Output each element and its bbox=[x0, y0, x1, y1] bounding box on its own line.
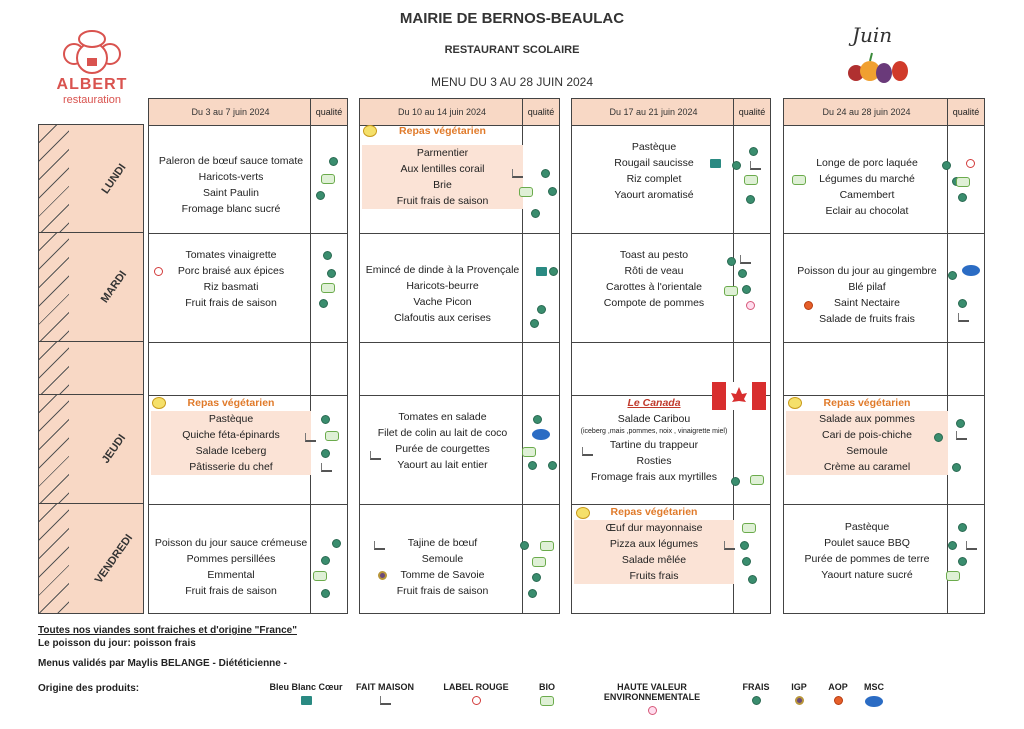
frais-icon bbox=[321, 449, 330, 458]
sun-icon bbox=[788, 397, 802, 409]
canada-flag-icon bbox=[712, 382, 766, 410]
day-label-jeudi: JEUDI bbox=[38, 394, 144, 504]
frais-icon bbox=[748, 575, 757, 584]
frais-icon bbox=[738, 269, 747, 278]
legend-bio: BIO bbox=[532, 682, 562, 706]
frais-icon bbox=[319, 299, 328, 308]
frais-icon bbox=[530, 319, 539, 328]
sun-icon bbox=[152, 397, 166, 409]
bio-icon bbox=[792, 175, 806, 185]
msc-icon bbox=[865, 696, 883, 707]
frais-icon bbox=[731, 477, 740, 486]
koala-chef-icon bbox=[52, 28, 132, 78]
fait-maison-icon bbox=[380, 696, 391, 705]
quality-header: qualité bbox=[947, 99, 984, 125]
bio-icon bbox=[321, 174, 335, 184]
bio-icon bbox=[519, 187, 533, 197]
bio-icon bbox=[750, 475, 764, 485]
bio-icon bbox=[325, 431, 339, 441]
frais-icon bbox=[327, 269, 336, 278]
frais-icon bbox=[727, 257, 736, 266]
day-label-mardi: MARDI bbox=[38, 232, 144, 342]
week1-mardi: Tomates vinaigrette Porc braisé aux épices Riz basmati Fruit frais de saison bbox=[177, 249, 285, 309]
frais-icon bbox=[548, 187, 557, 196]
frais-icon bbox=[520, 541, 529, 550]
label-rouge-icon bbox=[966, 159, 975, 168]
week4-vendredi: Pastèque Poulet sauce BBQ Purée de pommes de terre Yaourt nature sucré bbox=[804, 521, 930, 581]
igp-icon bbox=[795, 696, 804, 705]
frais-icon bbox=[958, 193, 967, 202]
fait-maison-icon bbox=[750, 161, 761, 170]
week-2-table bbox=[359, 98, 560, 614]
msc-icon bbox=[962, 265, 980, 276]
frais-icon bbox=[533, 415, 542, 424]
frais-icon bbox=[952, 463, 961, 472]
week-4-table bbox=[783, 98, 985, 614]
frais-icon bbox=[948, 271, 957, 280]
frais-icon bbox=[958, 523, 967, 532]
frais-icon bbox=[329, 157, 338, 166]
fait-maison-icon bbox=[958, 313, 969, 322]
fait-maison-icon bbox=[582, 447, 593, 456]
bio-icon bbox=[946, 571, 960, 581]
week2-mardi: Emincé de dinde à la Provençale Haricots-beurre Vache Picon Clafoutis aux cerises bbox=[365, 264, 520, 324]
albert-logo bbox=[52, 28, 132, 106]
bbc-icon bbox=[301, 696, 312, 705]
day-label-vendredi: VENDREDI bbox=[38, 503, 144, 614]
frais-icon bbox=[742, 557, 751, 566]
bio-icon bbox=[956, 177, 970, 187]
week4-mardi: Poisson du jour au gingembre Blé pilaf Saint Nectaire Salade de fruits frais bbox=[797, 265, 937, 325]
frais-icon bbox=[740, 541, 749, 550]
week3-vendredi: Repas végétarien Œuf dur mayonnaise Pizza aux légumes Salade mêlée Fruits frais bbox=[572, 504, 736, 584]
week-title: Du 24 au 28 juin 2024 bbox=[822, 107, 911, 117]
frais-icon bbox=[942, 161, 951, 170]
frais-icon bbox=[532, 573, 541, 582]
day-label-mercredi bbox=[38, 341, 144, 395]
bio-icon bbox=[540, 541, 554, 551]
fait-maison-icon bbox=[740, 255, 751, 264]
bio-icon bbox=[742, 523, 756, 533]
veg-title: Repas végétarien bbox=[610, 506, 698, 518]
week2-jeudi: Tomates en salade Filet de colin au lait de coco Purée de courgettes Yaourt au lait entier bbox=[377, 411, 508, 471]
month-word: Juin bbox=[852, 23, 893, 47]
week1-vendredi: Poisson du jour sauce crémeuse Pommes persillées Emmental Fruit frais de saison bbox=[154, 537, 308, 597]
frais-icon bbox=[316, 191, 325, 200]
frais-icon bbox=[321, 415, 330, 424]
juin-illustration bbox=[830, 15, 920, 90]
aop-icon bbox=[804, 301, 813, 310]
bio-icon bbox=[540, 696, 554, 706]
bio-icon bbox=[321, 283, 335, 293]
week4-jeudi: Repas végétarien Salade aux pommes Cari de pois-chiche Semoule Crème au caramel bbox=[784, 395, 950, 475]
frais-icon bbox=[531, 209, 540, 218]
frais-icon bbox=[321, 556, 330, 565]
fait-maison-icon bbox=[370, 451, 381, 460]
frais-icon bbox=[746, 195, 755, 204]
quality-header: qualité bbox=[522, 99, 559, 125]
bio-icon bbox=[522, 447, 536, 457]
legend-aop: AOP bbox=[824, 682, 852, 705]
bbc-icon bbox=[536, 267, 547, 276]
week3-lundi: Pastèque Rougail saucisse Riz complet Yaourt aromatisé bbox=[614, 141, 694, 201]
week-title: Du 3 au 7 juin 2024 bbox=[191, 107, 270, 117]
legend-igp: IGP bbox=[786, 682, 812, 705]
label-rouge-icon bbox=[154, 267, 163, 276]
frais-icon bbox=[958, 557, 967, 566]
logo-sub: restauration bbox=[62, 94, 122, 106]
week4-lundi: Longe de porc laquée Légumes du marché Camembert Eclair au chocolat bbox=[816, 157, 918, 217]
aop-icon bbox=[834, 696, 843, 705]
frais-icon bbox=[332, 539, 341, 548]
fait-maison-icon bbox=[724, 541, 735, 550]
frais-icon bbox=[732, 161, 741, 170]
veg-title: Repas végétarien bbox=[187, 397, 275, 409]
validated-note: Menus validés par Maylis BELANGE - Diététicienne - bbox=[38, 658, 287, 669]
frais-icon bbox=[948, 541, 957, 550]
origin-label: Origine des produits: bbox=[38, 683, 140, 694]
frais-icon bbox=[749, 147, 758, 156]
frais-icon bbox=[549, 267, 558, 276]
fait-maison-icon bbox=[321, 463, 332, 472]
veg-title: Repas végétarien bbox=[823, 397, 911, 409]
frais-icon bbox=[934, 433, 943, 442]
veg-title: Repas végétarien bbox=[399, 125, 486, 137]
mairie-title: MAIRIE DE BERNOS-BEAULAC bbox=[399, 10, 625, 27]
quality-header: qualité bbox=[310, 99, 347, 125]
frais-icon bbox=[321, 589, 330, 598]
week2-lundi: Repas végétarien Parmentier Aux lentilles corail Brie Fruit frais de saison bbox=[360, 123, 525, 209]
msc-icon bbox=[532, 429, 550, 440]
menu-period: MENU DU 3 AU 28 JUIN 2024 bbox=[430, 75, 594, 89]
hve-icon bbox=[648, 706, 657, 715]
fait-maison-icon bbox=[374, 541, 385, 550]
sun-icon bbox=[576, 507, 590, 519]
legend-bbc: Bleu Blanc Cœur bbox=[260, 682, 352, 705]
meat-note: Toutes nos viandes sont fraiches et d'origine "France" bbox=[38, 625, 297, 636]
week1-jeudi: Repas végétarien Pastèque Quiche féta-épinards Salade Iceberg Pâtisserie du chef bbox=[149, 395, 313, 475]
bio-icon bbox=[313, 571, 327, 581]
fish-note: Le poisson du jour: poisson frais bbox=[38, 638, 196, 649]
legend-frais: FRAIS bbox=[738, 682, 774, 705]
frais-icon bbox=[752, 696, 761, 705]
bio-icon bbox=[532, 557, 546, 567]
frais-icon bbox=[528, 461, 537, 470]
logo-brand: ALBERT bbox=[56, 76, 128, 93]
legend-fait-maison: FAIT MAISON bbox=[354, 682, 416, 705]
theme-title: Le Canada bbox=[627, 397, 681, 409]
sun-icon bbox=[363, 125, 377, 137]
hve-icon bbox=[746, 301, 755, 310]
week2-vendredi: Tajine de bœuf Semoule Tomme de Savoie Fruit frais de saison bbox=[396, 537, 489, 597]
frais-icon bbox=[548, 461, 557, 470]
legend-label-rouge: LABEL ROUGE bbox=[440, 682, 512, 705]
fait-maison-icon bbox=[966, 541, 977, 550]
fait-maison-icon bbox=[305, 433, 316, 442]
frais-icon bbox=[956, 419, 965, 428]
label-rouge-icon bbox=[472, 696, 481, 705]
legend-msc: MSC bbox=[860, 682, 888, 707]
legend-hve: HAUTE VALEUR ENVIRONNEMENTALE bbox=[570, 682, 734, 715]
week3-jeudi: Le Canada Salade Caribou (iceberg ,mais ,pommes, noix , vinaigrette miel) Tartine du trappeur Rosties Fromage frais aux myrtilles bbox=[572, 395, 736, 485]
quality-header: qualité bbox=[733, 99, 770, 125]
bbc-icon bbox=[710, 159, 721, 168]
day-label-lundi: LUNDI bbox=[38, 124, 144, 233]
week-title: Du 10 au 14 juin 2024 bbox=[397, 107, 487, 117]
week-title: Du 17 au 21 juin 2024 bbox=[609, 107, 698, 117]
frais-icon bbox=[958, 299, 967, 308]
fait-maison-icon bbox=[512, 169, 523, 178]
week1-lundi: Paleron de bœuf sauce tomate Haricots-verts Saint Paulin Fromage blanc sucré bbox=[158, 155, 304, 215]
fait-maison-icon bbox=[956, 431, 967, 440]
restaurant-title: RESTAURANT SCOLAIRE bbox=[444, 44, 580, 56]
frais-icon bbox=[528, 589, 537, 598]
bio-icon bbox=[744, 175, 758, 185]
frais-icon bbox=[537, 305, 546, 314]
week-1-table bbox=[148, 98, 348, 614]
frais-icon bbox=[541, 169, 550, 178]
igp-icon bbox=[378, 571, 387, 580]
week3-mardi: Toast au pesto Rôti de veau Carottes à l'orientale Compote de pommes bbox=[603, 249, 705, 309]
frais-icon bbox=[323, 251, 332, 260]
week-3-table bbox=[571, 98, 771, 614]
frais-icon bbox=[742, 285, 751, 294]
bio-icon bbox=[724, 286, 738, 296]
